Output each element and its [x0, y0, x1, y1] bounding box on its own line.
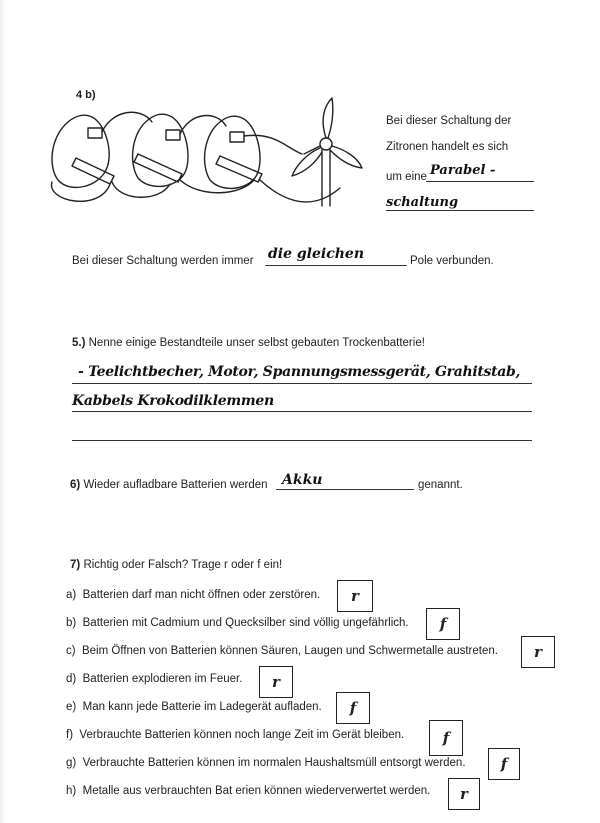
task4b-text-line1: Bei dieser Schaltung der [386, 115, 512, 127]
task6-suffix: genannt. [418, 479, 463, 491]
task7-item-h [66, 784, 430, 798]
task7-item-d [66, 672, 242, 686]
item-text: Verbrauchte Batterien können im normalen Haushaltsmüll entsorgt werden. [82, 757, 466, 769]
item-label: b) [66, 617, 77, 629]
lemon-2 [133, 114, 188, 186]
task6-answer: Akku [282, 472, 323, 488]
task6-prefix: Wieder aufladbare Batterien werden [83, 479, 268, 491]
task7-answer-box-d[interactable]: r [259, 666, 293, 698]
task7-answer-box-h[interactable]: r [448, 778, 480, 810]
task4b-poles-line [265, 265, 407, 266]
task7-answer-box-b[interactable]: f [426, 608, 460, 640]
task7-item-b [66, 616, 409, 630]
task4b-text-line2: Zitronen handelt es sich [386, 141, 509, 153]
task5-writing-line2 [72, 411, 532, 412]
task7-item-a [66, 588, 320, 602]
lemon-1 [52, 115, 109, 187]
item-label: g) [66, 757, 77, 769]
task7-answer-box-a[interactable]: r [337, 580, 373, 612]
item-text: Beim Öffnen von Batterien können Säuren, Laugen und Schwermetalle austreten. [81, 645, 498, 657]
scan-edge-shadow [0, 0, 6, 823]
task5-writing-line1 [72, 383, 532, 384]
task5-heading [72, 336, 425, 350]
task6-prefix-wrap [70, 478, 268, 492]
task4b-answer-part1: Parabel - [430, 163, 496, 178]
task7-item-f [66, 728, 404, 742]
task7-item-c [66, 644, 498, 658]
task5-writing-line3 [72, 440, 532, 441]
task4b-poles-answer: die gleichen [268, 246, 365, 262]
task7-heading [70, 558, 282, 572]
task5-answer-line1: - Teelichtbecher, Motor, Spannungsmessgerät, Grahitstab, [78, 364, 521, 380]
task4b-text-line3: um eine [386, 171, 427, 183]
task7-answer-box-e[interactable]: f [336, 692, 370, 724]
item-label: a) [66, 589, 77, 601]
item-text: Batterien mit Cadmium und Quecksilber sind völlig ungefährlich. [82, 617, 409, 629]
item-label: c) [66, 645, 76, 657]
task5-answer-line2: Kabbels Krokodilklemmen [72, 393, 274, 409]
task7-instruction: Richtig oder Falsch? Trage r oder f ein! [83, 559, 283, 571]
task4b-answer-line2 [386, 210, 534, 211]
item-text: Batterien explodieren im Feuer. [82, 673, 243, 685]
task4b-number: 4 b) [76, 89, 96, 101]
task7-answer-box-c[interactable]: r [521, 636, 555, 668]
task7-answer-box-g[interactable]: f [488, 748, 520, 780]
task4b-answer-line1 [426, 181, 534, 182]
task7-item-e [66, 700, 322, 714]
item-label: h) [66, 785, 77, 797]
task6-answer-line [276, 489, 414, 490]
item-text: Verbrauchte Batterien können noch lange Zeit im Gerät bleiben. [79, 729, 405, 741]
task5-number: 5.) [72, 337, 86, 349]
task4b-poles-suffix: Pole verbunden. [410, 255, 494, 267]
item-text: Man kann jede Batterie im Ladegerät aufladen. [82, 701, 322, 713]
item-label: e) [66, 701, 77, 713]
item-label: f) [66, 729, 74, 741]
task5-question: Nenne einige Bestandteile unser selbst gebauten Trockenbatterie! [88, 337, 425, 349]
task7-answer-box-f[interactable]: f [429, 720, 463, 756]
item-text: Batterien darf man nicht öffnen oder zerstören. [82, 589, 321, 601]
task6-number: 6) [70, 479, 81, 491]
task7-number: 7) [70, 559, 81, 571]
task4b-poles-prefix: Bei dieser Schaltung werden immer [72, 255, 254, 267]
item-label: d) [66, 673, 77, 685]
task4b-answer-part2: schaltung [386, 195, 459, 210]
lemon-3 [205, 116, 260, 188]
item-text: Metalle aus verbrauchten Bat erien können wiederverwertet werden. [82, 785, 431, 797]
task7-item-g [66, 756, 466, 770]
lemon-battery-drawing [40, 92, 370, 222]
